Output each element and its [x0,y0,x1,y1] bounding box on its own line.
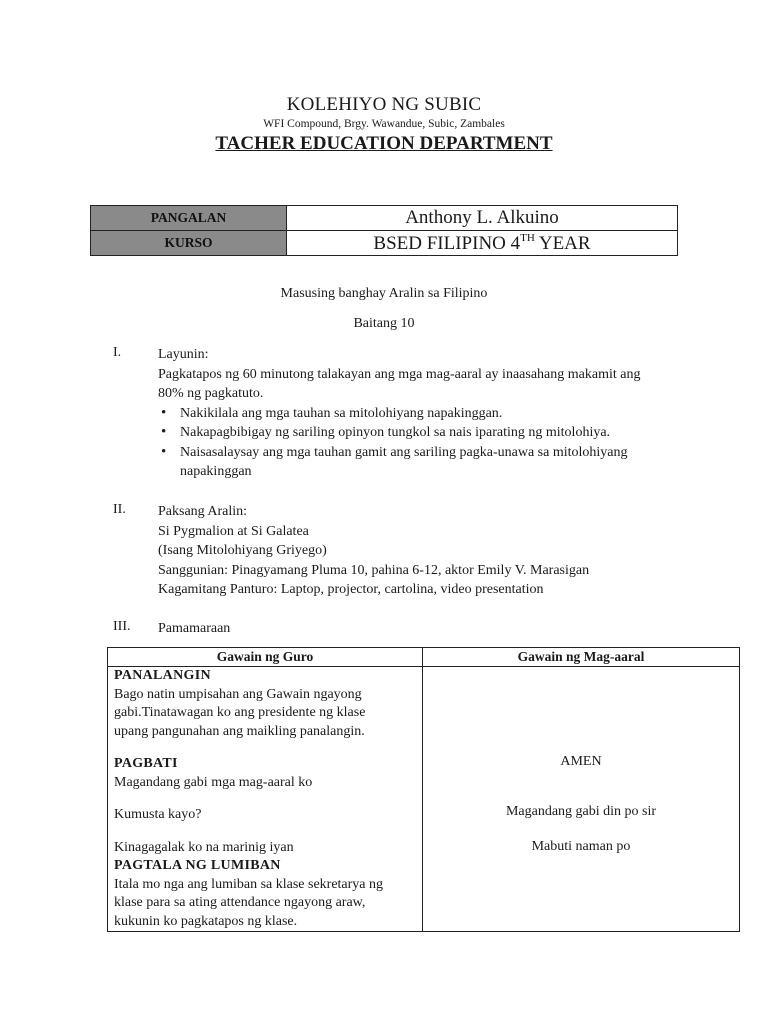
procedure-header-row [108,648,740,667]
panalangin-line: Bago natin umpisahan ang Gawain ngayong [114,686,362,702]
course-label: KURSO [91,231,287,256]
student-amen: AMEN [560,754,602,769]
student-response: Mabuti naman po [531,839,631,854]
lumiban-heading: PAGTALA NG LUMIBAN [114,858,281,873]
panalangin-heading: PANALANGIN [114,668,211,683]
topic-title: Si Pygmalion at Si Galatea [158,523,309,539]
student-activities-cell [423,667,740,932]
topic-subtitle: (Isang Mitolohiyang Griyego) [158,543,327,558]
school-name: KOLEHIYO NG SUBIC [286,94,482,115]
school-address: WFI Compound, Brgy. Wawandue, Subic, Zambales [263,118,505,130]
course-value [287,231,678,256]
lumiban-line: kukunin ko pagkatapos ng klase. [114,913,298,929]
section-1-number: I. [113,345,122,360]
department-title: TACHER EDUCATION DEPARTMENT [215,133,553,154]
course-value-tail: YEAR [534,232,591,254]
section-2-number: II. [113,502,126,517]
procedure-row [108,667,740,932]
name-row [91,206,678,231]
reference-line: Sanggunian: Pinagyamang Pluma 10, pahina 6-12, aktor Emily V. Marasigan [158,562,590,578]
section-1-body [158,345,698,482]
lumiban-line: klase para sa ating attendance ngayong araw, [114,895,366,910]
course-value-main: BSED FILIPINO 4 [373,232,521,254]
section-2-body [158,502,698,600]
lumiban-line: Itala mo nga ang lumiban sa klase sekretarya ng [114,876,384,892]
name-label: PANGALAN [91,206,287,231]
teacher-column-header: Gawain ng Guro [108,648,423,667]
section-1-intro-line-2: 80% ng pagkatuto. [158,386,264,401]
course-value-ordinal: TH [520,231,535,244]
lesson-plan-title: Masusing banghay Aralin sa Filipino [280,286,488,301]
course-row [91,231,678,256]
kinagagalak-line: Kinagagalak ko na marinig iyan [114,839,294,855]
pagbati-heading: PAGBATI [114,756,178,771]
student-greeting: Magandang gabi din po sir [505,804,657,819]
section-2-title: Paksang Aralin: [158,504,248,519]
section-3-title: Pamamaraan [158,621,231,636]
panalangin-line: gabi.Tinatawagan ko ang presidente ng klase [114,705,366,720]
grade-level: Baitang 10 [353,316,415,331]
objective-item: • Nakikilala ang mga tauhan sa mitolohiyang napakinggan. [158,404,698,424]
section-3-number: III. [113,619,131,634]
objective-item: • Nakapagbibigay ng sariling opinyon tungkol sa nais iparating ng mitolohiya. [158,423,698,443]
student-column-header: Gawain ng Mag-aaral [423,648,740,667]
name-value: Anthony L. Alkuino [287,206,678,231]
procedure-table [107,647,740,932]
student-info-table [90,205,678,256]
objectives-list [158,404,698,482]
kumusta-line: Kumusta kayo? [114,807,202,822]
pagbati-line: Magandang gabi mga mag-aaral ko [114,774,313,790]
section-1-intro-line-1: Pagkatapos ng 60 minutong talakayan ang mga mag-aaral ay inaasahang makamit ang [158,366,641,382]
teacher-activities-cell [108,667,423,932]
materials-line: Kagamitang Panturo: Laptop, projector, cartolina, video presentation [158,582,544,597]
section-1-title: Layunin: [158,347,209,362]
panalangin-line: upang pangunahan ang maikling panalangin. [114,723,365,739]
objective-item: • Naisasalaysay ang mga tauhan gamit ang sariling pagka-unawa sa mitolohiyang napakinggan [158,443,698,482]
